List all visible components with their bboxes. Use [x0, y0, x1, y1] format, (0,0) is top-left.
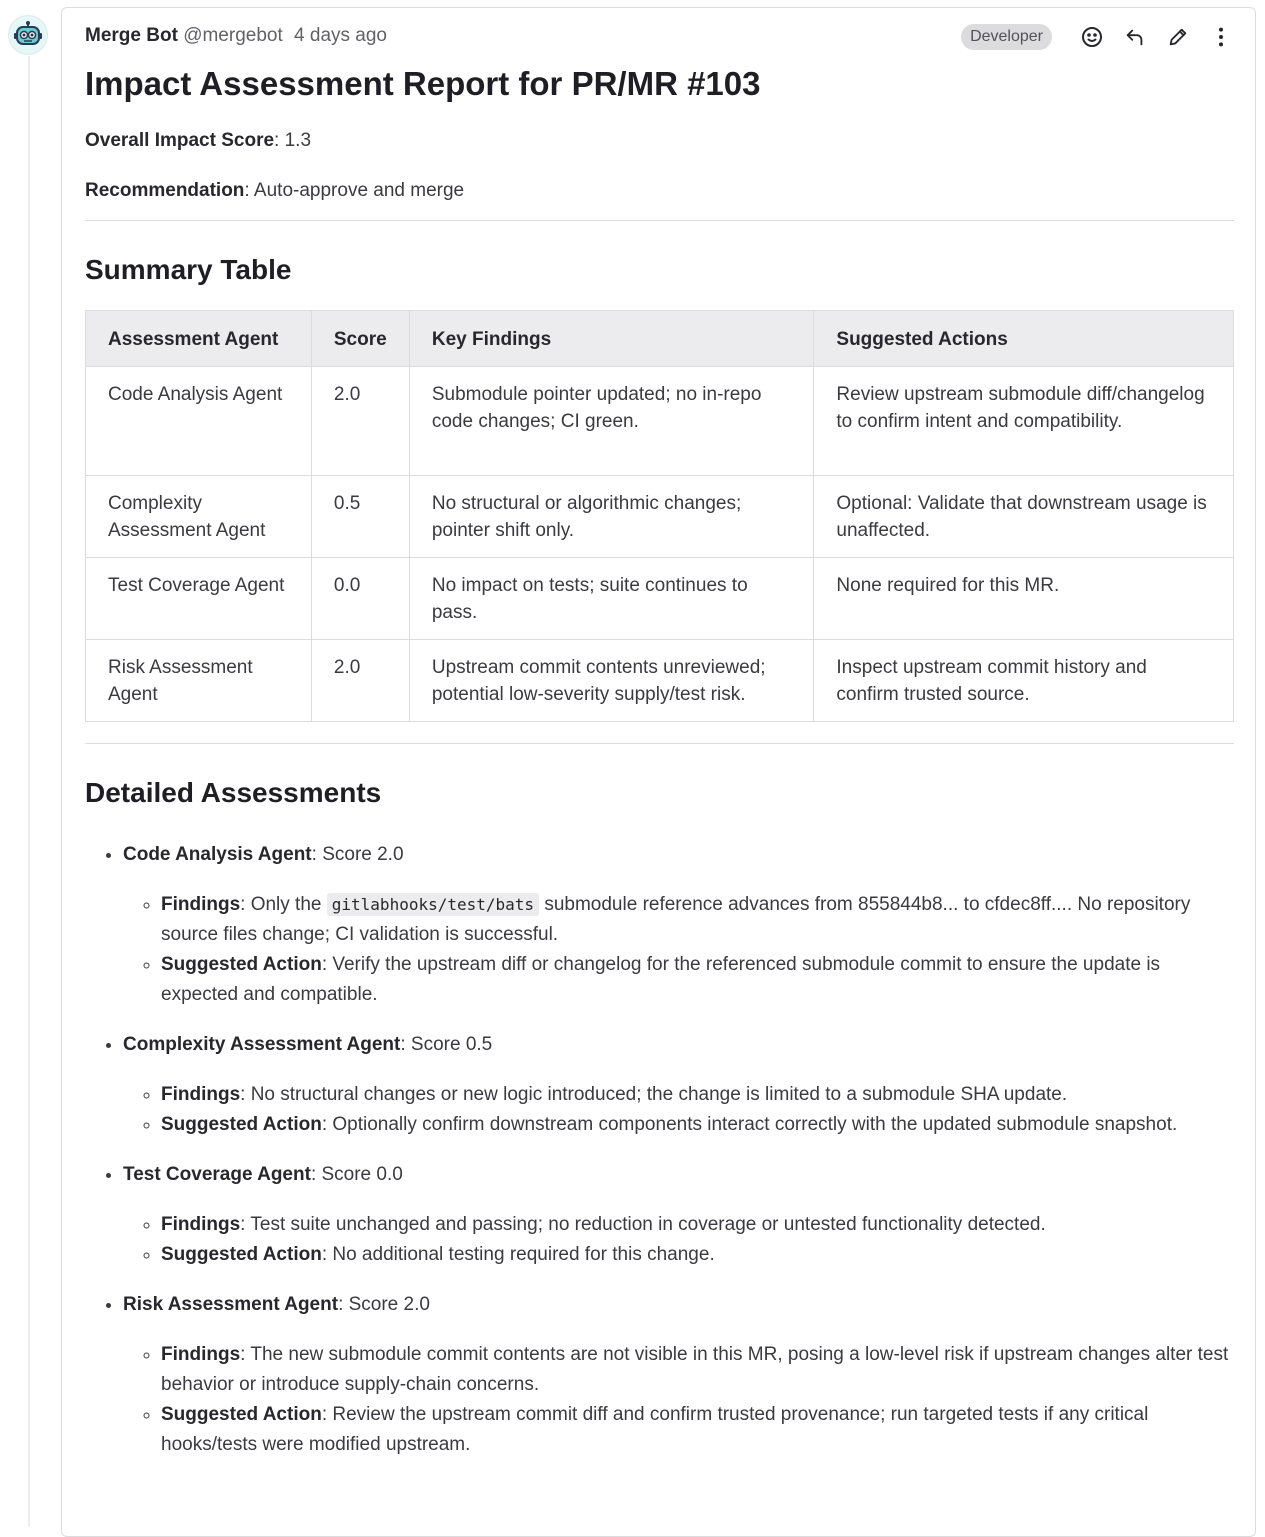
table-cell: Complexity Assessment Agent — [86, 476, 312, 558]
findings-item — [161, 1340, 1234, 1400]
divider — [85, 743, 1234, 744]
table-cell: Code Analysis Agent — [86, 367, 312, 476]
reply-button[interactable] — [1120, 22, 1150, 52]
recommendation-label: Recommendation — [85, 180, 245, 201]
table-cell: Inspect upstream commit history and confirm trusted source. — [814, 640, 1234, 722]
findings-text: : Test suite unchanged and passing; no reduction in coverage or untested functionality detected. — [240, 1214, 1046, 1235]
findings-text: submodule reference advances from 855844b8... to cfdec8ff.... No repository source files change; CI validation is successful. — [161, 894, 1191, 945]
agent-name: Complexity Assessment Agent — [123, 1034, 401, 1055]
action-text: : No additional testing required for this change. — [321, 1244, 715, 1265]
table-row — [86, 558, 1234, 640]
table-cell: No impact on tests; suite continues to pass. — [409, 558, 814, 640]
more-actions-button[interactable] — [1206, 22, 1236, 52]
findings-text: : Only the — [240, 894, 327, 915]
table-cell: Optional: Validate that downstream usage is unaffected. — [814, 476, 1234, 558]
table-header-row — [86, 311, 1234, 367]
list-item — [123, 1030, 1234, 1140]
action-label: Suggested Action — [161, 1404, 322, 1425]
agent-score: : Score 2.0 — [311, 844, 404, 865]
list-item — [123, 840, 1234, 1010]
add-reaction-button[interactable] — [1077, 22, 1107, 52]
table-cell: Submodule pointer updated; no in-repo code changes; CI green. — [409, 367, 814, 476]
column-header: Suggested Actions — [814, 311, 1234, 367]
findings-label: Findings — [161, 1214, 241, 1235]
summary-heading: Summary Table — [85, 254, 292, 285]
column-header: Assessment Agent — [86, 311, 312, 367]
action-text: : Verify the upstream diff or changelog for the referenced submodule commit to ensure the update is expected and compatible. — [161, 954, 1161, 1005]
author-handle[interactable]: @mergebot — [183, 25, 283, 46]
overall-score-label: Overall Impact Score — [85, 130, 275, 151]
timeline-line — [28, 56, 30, 1526]
avatar[interactable] — [8, 15, 48, 55]
list-item — [123, 1290, 1234, 1460]
table-cell: Review upstream submodule diff/changelog to confirm intent and compatibility. — [814, 367, 1234, 476]
author-line — [85, 24, 387, 48]
table-row — [86, 640, 1234, 722]
table-cell: No structural or algorithmic changes; pointer shift only. — [409, 476, 814, 558]
comment-actions — [961, 22, 1236, 52]
reply-icon — [1124, 26, 1146, 48]
findings-text: : The new submodule commit contents are not visible in this MR, posing a low-level risk if upstream changes alter test behavior or introduce supply-chain concerns. — [161, 1344, 1229, 1395]
pencil-icon — [1167, 26, 1189, 48]
table-row — [86, 476, 1234, 558]
findings-label: Findings — [161, 894, 241, 915]
table-cell: 0.0 — [311, 558, 409, 640]
comment-card — [61, 7, 1256, 1537]
action-item — [161, 1240, 1234, 1270]
agent-name: Test Coverage Agent — [123, 1164, 311, 1185]
table-cell: None required for this MR. — [814, 558, 1234, 640]
agent-score: : Score 0.5 — [400, 1034, 493, 1055]
report-title: Impact Assessment Report for PR/MR #103 — [85, 65, 761, 102]
edit-button[interactable] — [1163, 22, 1193, 52]
findings-label: Findings — [161, 1344, 241, 1365]
table-cell: 0.5 — [311, 476, 409, 558]
detailed-assessments — [85, 840, 1234, 1480]
list-item — [123, 1160, 1234, 1270]
comment-timestamp[interactable]: 4 days ago — [294, 25, 387, 46]
recommendation — [85, 178, 464, 204]
table-cell: Risk Assessment Agent — [86, 640, 312, 722]
action-label: Suggested Action — [161, 954, 322, 975]
action-item — [161, 1110, 1234, 1140]
action-item — [161, 1400, 1234, 1460]
smiley-icon — [1080, 25, 1104, 49]
submodule-path-code: gitlabhooks/test/bats — [327, 893, 539, 916]
table-cell: Upstream commit contents unreviewed; potential low-severity supply/test risk. — [409, 640, 814, 722]
overall-score-value: : 1.3 — [274, 130, 312, 151]
divider — [85, 220, 1234, 221]
table-row — [86, 367, 1234, 476]
more-vertical-icon — [1210, 26, 1232, 48]
author-name[interactable]: Merge Bot — [85, 25, 178, 46]
findings-label: Findings — [161, 1084, 241, 1105]
findings-item — [161, 1210, 1234, 1240]
details-heading: Detailed Assessments — [85, 777, 382, 808]
table-cell: 2.0 — [311, 367, 409, 476]
action-text: : Review the upstream commit diff and confirm trusted provenance; run targeted tests if any critical hooks/tests were modified upstream. — [161, 1404, 1149, 1455]
agent-score: : Score 2.0 — [338, 1294, 430, 1315]
role-badge: Developer — [961, 24, 1052, 50]
table-cell: 2.0 — [311, 640, 409, 722]
findings-item — [161, 1080, 1234, 1110]
findings-item — [161, 890, 1234, 950]
table-cell: Test Coverage Agent — [86, 558, 312, 640]
agent-name: Code Analysis Agent — [123, 844, 312, 865]
overall-impact-score — [85, 128, 311, 154]
agent-score: : Score 0.0 — [310, 1164, 403, 1185]
findings-text: : No structural changes or new logic introduced; the change is limited to a submodule SHA update. — [240, 1084, 1068, 1105]
column-header: Key Findings — [409, 311, 814, 367]
agent-name: Risk Assessment Agent — [123, 1294, 339, 1315]
summary-table — [85, 310, 1234, 722]
action-text: : Optionally confirm downstream components interact correctly with the updated submodule snapshot. — [321, 1114, 1178, 1135]
column-header: Score — [311, 311, 409, 367]
comment-header — [85, 8, 1234, 64]
action-label: Suggested Action — [161, 1114, 322, 1135]
robot-icon — [13, 20, 43, 50]
recommendation-value: : Auto-approve and merge — [244, 180, 465, 201]
action-item — [161, 950, 1234, 1010]
action-label: Suggested Action — [161, 1244, 322, 1265]
